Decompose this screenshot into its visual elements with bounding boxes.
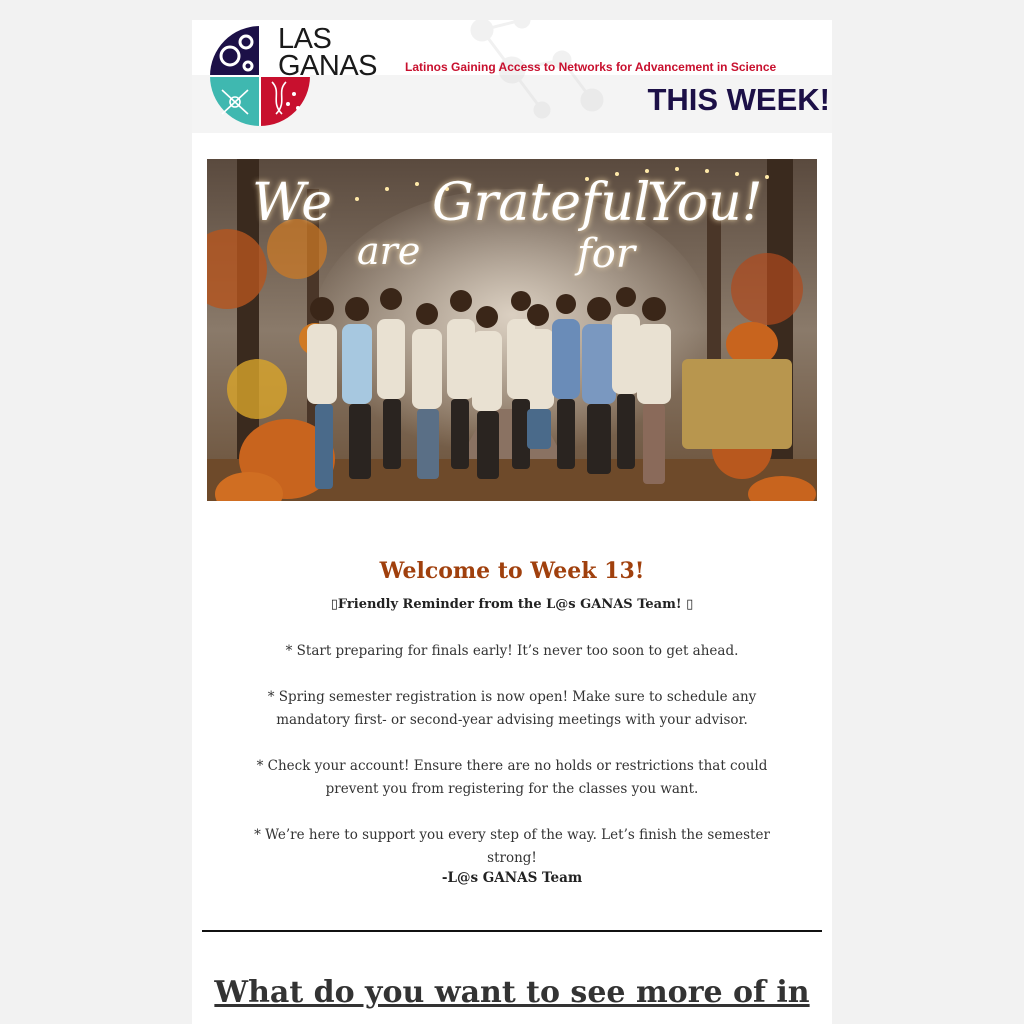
reminder-bullet: * Check your account! Ensure there are no holds or restrictions that could prevent you from registering for the classes you want.	[256, 758, 768, 797]
reminder-heading	[192, 597, 832, 612]
molecule-decoration-icon	[442, 20, 642, 133]
signature: -L@s GANAS Team	[441, 870, 583, 886]
this-week-title: THIS WEEK!	[647, 82, 830, 117]
party-icon: ▯	[686, 597, 694, 612]
hero-word-for: for	[577, 231, 636, 277]
survey-heading[interactable]: What do you want to see more of in	[214, 975, 810, 1010]
reminder-bullet: * Spring semester registration is now open! Make sure to schedule any mandatory first- or second-year advising meetings with your advisor.	[267, 689, 757, 728]
hero-word-you: You!	[647, 173, 763, 233]
reminder-bullet: * Start preparing for finals early! It’s never too soon to get ahead.	[285, 643, 739, 659]
hero-image	[207, 159, 817, 501]
hero-title	[207, 159, 817, 289]
reminder-bullet: * We’re here to support you every step of the way. Let’s finish the semester strong!	[254, 827, 770, 866]
hero-word-we: We	[252, 173, 332, 233]
reminder-text: Friendly Reminder from the L@s GANAS Team!	[337, 597, 687, 612]
welcome-heading: Welcome to Week 13!	[379, 558, 645, 584]
hero-word-grateful: Grateful	[432, 173, 651, 233]
newsletter-header	[192, 20, 832, 133]
party-icon: ▯	[330, 597, 338, 612]
las-ganas-logo	[208, 24, 378, 128]
tagline: Latinos Gaining Access to Networks for Advancement in Science	[405, 60, 777, 74]
section-divider	[202, 930, 822, 932]
newsletter-email	[192, 20, 832, 1024]
logo-text: LAS GANAS	[278, 23, 378, 82]
hero-word-are: are	[357, 229, 421, 273]
